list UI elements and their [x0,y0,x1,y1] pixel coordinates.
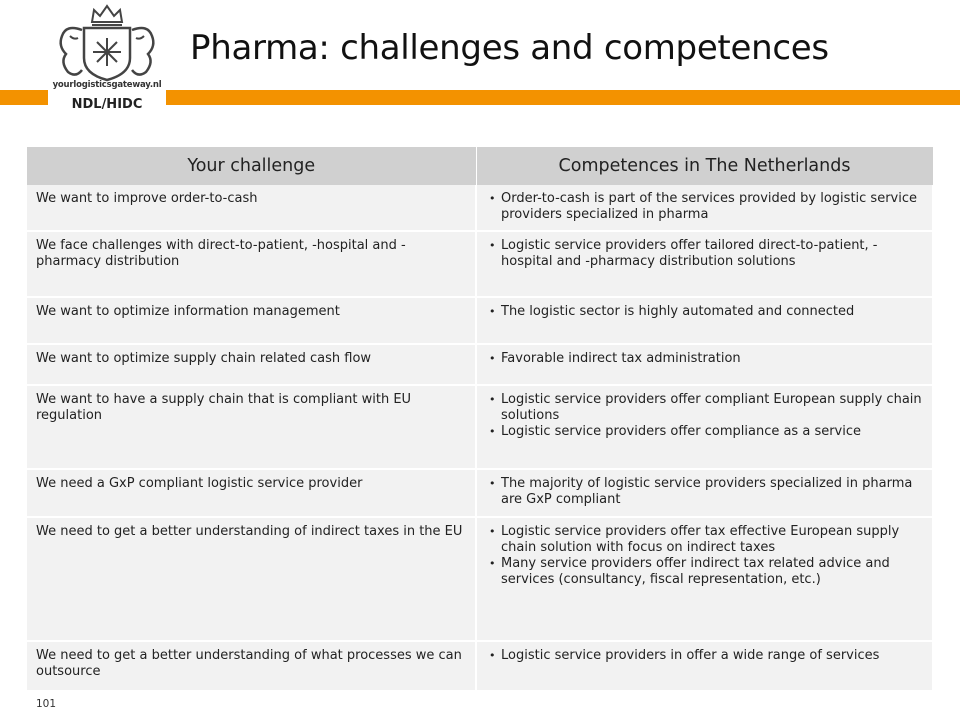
challenge-competence-table [27,147,934,692]
challenge-cell: We want to have a supply chain that is compliant with EU regulation [27,385,476,469]
competence-cell [476,185,933,231]
list-item: • Logistic service providers offer compliant European supply chain solutions [489,392,924,424]
table-header-row [27,147,933,185]
lion-crest-icon [48,0,166,82]
competence-list [489,191,924,223]
list-item: • The majority of logistic service providers specialized in pharma are GxP compliant [489,476,924,508]
competence-list [489,238,924,270]
page-number: 101 [36,698,57,710]
table-row [27,469,933,517]
table-row [27,297,933,344]
table-row [27,185,933,231]
competence-cell [476,297,933,344]
competence-cell [476,344,933,385]
challenge-cell: We need a GxP compliant logistic service provider [27,469,476,517]
competence-list [489,524,924,588]
competence-cell [476,469,933,517]
logo-tag: NDL/HIDC [56,92,158,118]
challenge-cell: We need to get a better understanding of what processes we can outsource [27,641,476,691]
competence-list [489,304,924,320]
table-row [27,344,933,385]
challenge-cell: We want to improve order-to-cash [27,185,476,231]
list-item: • Logistic service providers offer tailored direct-to-patient, -hospital and -pharmacy distribution solutions [489,238,924,270]
challenge-cell: We need to get a better understanding of indirect taxes in the EU [27,517,476,641]
competence-list [489,392,924,440]
challenge-cell: We want to optimize information management [27,297,476,344]
competence-cell [476,231,933,297]
logo [48,0,166,120]
competence-cell [476,517,933,641]
challenge-cell: We want to optimize supply chain related cash flow [27,344,476,385]
table-row [27,517,933,641]
competence-cell [476,385,933,469]
list-item: • Order-to-cash is part of the services provided by logistic service providers specialized in pharma [489,191,924,223]
table-row [27,641,933,691]
competence-list [489,648,924,664]
competence-list [489,476,924,508]
table-row [27,231,933,297]
list-item: • Logistic service providers in offer a wide range of services [489,648,924,664]
page-title: Pharma: challenges and competences [190,28,829,68]
column-header-competences: Competences in The Netherlands [476,147,933,185]
list-item: • The logistic sector is highly automated and connected [489,304,924,320]
table-row [27,385,933,469]
competence-cell [476,641,933,691]
column-header-challenge: Your challenge [27,147,476,185]
list-item: • Many service providers offer indirect tax related advice and services (consultancy, fiscal representation, etc.) [489,556,924,588]
list-item: • Favorable indirect tax administration [489,351,924,367]
competence-list [489,351,924,367]
list-item: • Logistic service providers offer tax effective European supply chain solution with focus on indirect taxes [489,524,924,556]
logo-url-text: yourlogisticsgateway.nl [52,80,162,90]
list-item: • Logistic service providers offer compliance as a service [489,424,924,440]
challenge-cell: We face challenges with direct-to-patient, -hospital and -pharmacy distribution [27,231,476,297]
